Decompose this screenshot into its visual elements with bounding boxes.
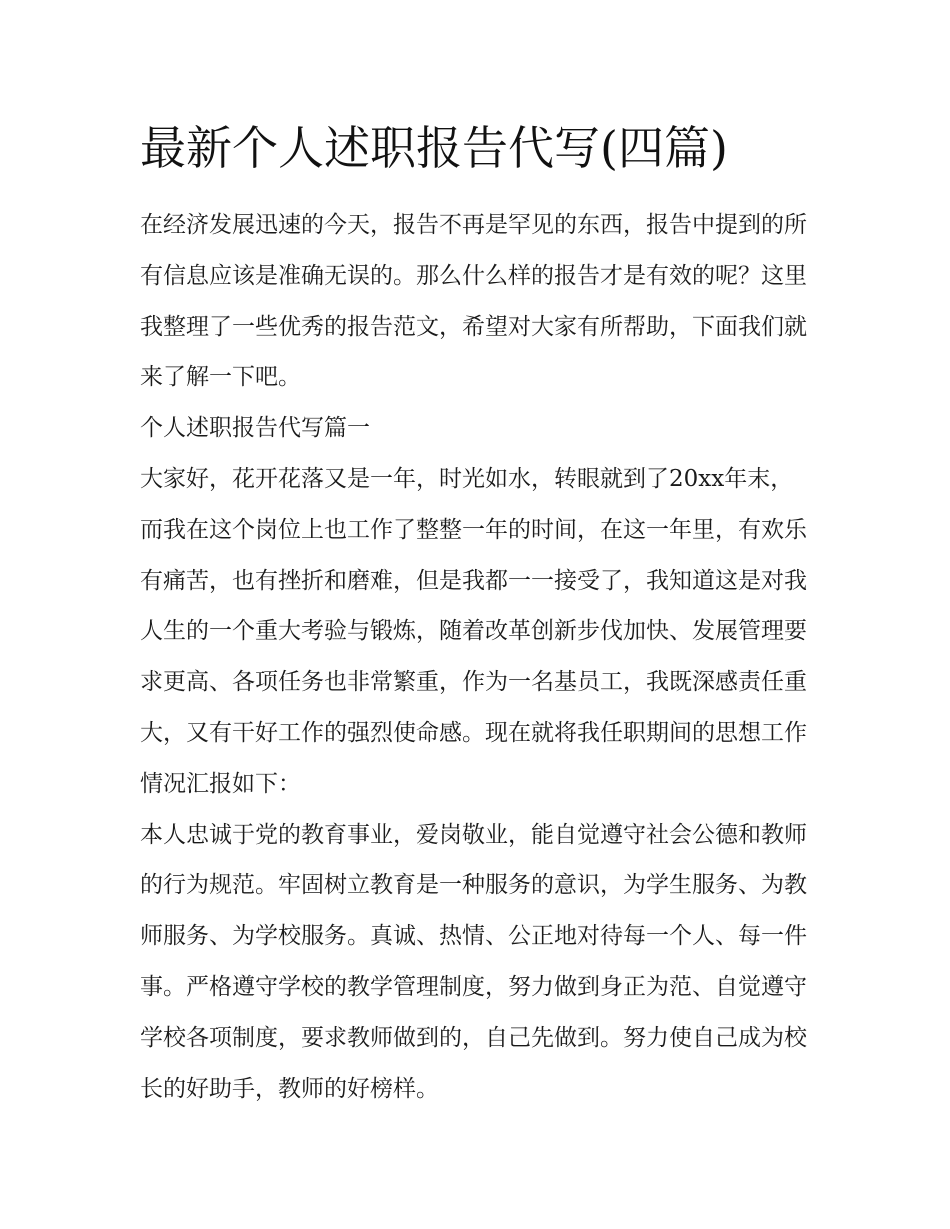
section-heading: 个人述职报告代写篇一: [140, 415, 370, 442]
intro-paragraph: 在经济发展迅速的今天，报告不再是罕见的东西，报告中提到的所有信息应该是准确无误的。那么什么样的报告才是有效的呢？这里我整理了一些优秀的报告范文，希望对大家有所帮助，下面我们就来了解一下吧。: [140, 212, 807, 391]
document-body: [140, 200, 812, 1114]
body-paragraph: 本人忠诚于党的教育事业，爱岗敬业，能自觉遵守社会公德和教师的行为规范。牢固树立教育是一种服务的意识，为学生服务、为教师服务、为学校服务。真诚、热情、公正地对待每一个人、每一件事。严格遵守学校的教学管理制度，努力做到身正为范、自觉遵守学校各项制度，要求教师做到的，自己先做到。努力使自己成为校长的好助手，教师的好榜样。: [140, 821, 807, 1102]
document-title: 最新个人述职报告代写(四篇): [140, 121, 728, 175]
body-paragraph: 大家好，花开花落又是一年，时光如水，转眼就到了20xx年末，而我在这个岗位上也工作了整整一年的时间，在这一年里，有欢乐有痛苦，也有挫折和磨难，但是我都一一接受了，我知道这是对我人生的一个重大考验与锻炼，随着改革创新步伐加快、发展管理要求更高、各项任务也非常繁重，作为一名基员工，我既深感责任重大，又有干好工作的强烈使命感。现在就将我任职期间的思想工作情况汇报如下：: [140, 465, 807, 797]
